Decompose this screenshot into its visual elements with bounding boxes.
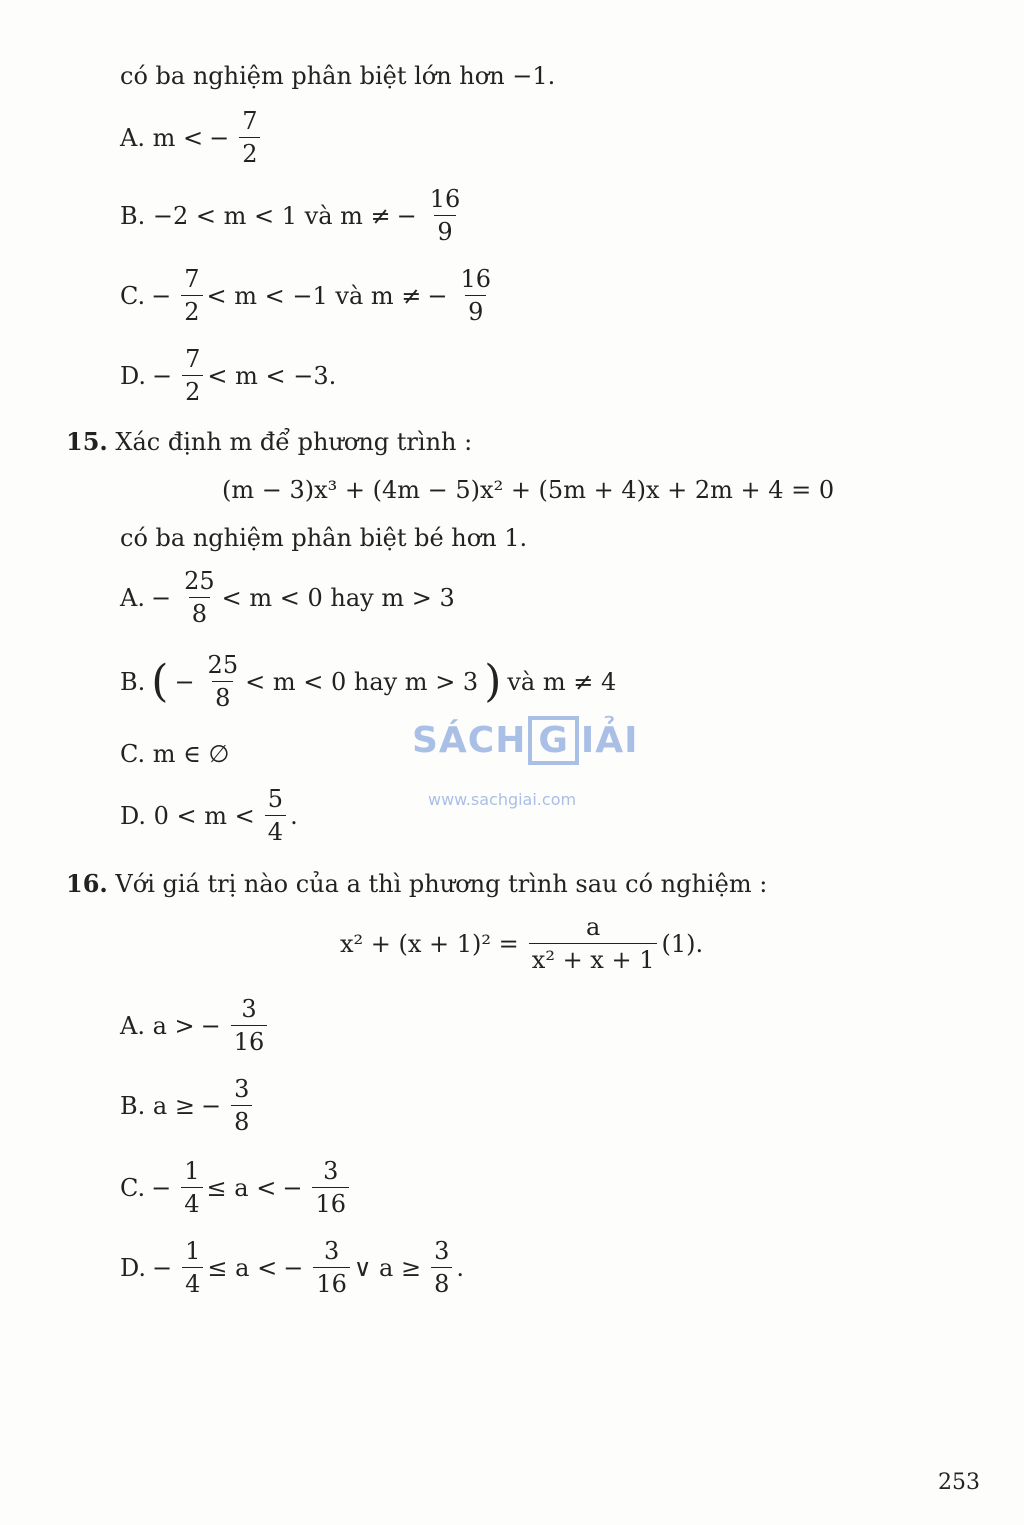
- numerator: 1: [184, 1157, 200, 1185]
- q15-equation: (m − 3)x³ + (4m − 5)x² + (5m + 4)x + 2m + 4 = 0: [222, 476, 835, 504]
- fraction: [312, 1158, 349, 1218]
- denominator: 8: [431, 1267, 452, 1297]
- option-label: C.: [120, 281, 146, 310]
- page-number: 253: [938, 1470, 980, 1495]
- numerator: 5: [267, 785, 284, 813]
- minus-sign: −: [427, 281, 448, 310]
- fraction: [427, 186, 464, 246]
- fraction: [458, 266, 495, 326]
- minus-sign: −: [151, 1173, 172, 1202]
- watermark-text-left: SÁCH: [412, 720, 527, 761]
- numerator: 3: [241, 995, 257, 1023]
- minus-sign: −: [200, 1011, 221, 1040]
- numerator: a: [585, 913, 601, 941]
- minus-sign: −: [209, 123, 230, 152]
- q16-prompt: [66, 869, 768, 898]
- q14-option-d: [120, 346, 342, 406]
- q16-option-c: [120, 1158, 353, 1218]
- inequality-text: < m < −3.: [207, 361, 337, 390]
- fraction: [265, 786, 286, 846]
- watermark-url: www.sachgiai.com: [428, 790, 577, 809]
- q15-option-c: C. m ∈ ∅: [120, 740, 230, 768]
- denominator: 16: [231, 1025, 268, 1055]
- option-label: B. −2 < m < 1 và m ≠: [120, 201, 391, 230]
- minus-sign: −: [200, 1091, 222, 1120]
- option-label: A. m <: [120, 123, 204, 152]
- q15-tail: có ba nghiệm phân biệt bé hơn 1.: [120, 524, 528, 552]
- q15-option-a: [120, 568, 461, 628]
- denominator: 4: [181, 1187, 202, 1217]
- denominator: 9: [434, 215, 455, 245]
- numerator: 16: [429, 185, 461, 213]
- option-label: C.: [120, 1173, 146, 1202]
- numerator: 7: [185, 345, 201, 373]
- numerator: 7: [184, 265, 200, 293]
- question-number: 16.: [66, 869, 108, 898]
- denominator: 8: [189, 597, 210, 627]
- denominator: 2: [239, 137, 260, 167]
- watermark-text-right: IẢI: [580, 720, 639, 761]
- minus-sign: −: [174, 667, 195, 696]
- numerator: 3: [323, 1237, 340, 1265]
- q14-option-c: [120, 266, 498, 326]
- numerator: 25: [184, 567, 215, 595]
- fraction: [231, 1076, 252, 1136]
- q14-option-b: [120, 186, 467, 246]
- condition-text: và m ≠ 4: [507, 667, 617, 696]
- equation-tag: (1).: [661, 929, 704, 958]
- inequality-text: ≤ a <: [207, 1253, 278, 1282]
- numerator: 1: [185, 1237, 201, 1265]
- denominator: 16: [313, 1267, 350, 1297]
- denominator: 2: [182, 375, 203, 405]
- q14-tail: có ba nghiệm phân biệt lớn hơn −1.: [120, 62, 556, 90]
- fraction: [181, 1158, 202, 1218]
- fraction: [181, 568, 218, 628]
- option-label: D.: [120, 1253, 147, 1282]
- q16-option-a: [120, 996, 271, 1056]
- minus-sign: −: [283, 1253, 304, 1282]
- fraction: [205, 652, 242, 712]
- watermark-box-letter: G: [528, 716, 579, 765]
- inequality-text: < m < 0 hay m > 3: [245, 667, 479, 696]
- fraction: [239, 108, 260, 168]
- fraction: [431, 1238, 452, 1298]
- left-paren: (: [151, 655, 169, 707]
- q16-equation: [340, 914, 709, 974]
- fraction: [529, 914, 658, 974]
- numerator: 3: [234, 1075, 250, 1103]
- inequality-text: ∨ a ≥: [353, 1253, 422, 1282]
- watermark-logo: [412, 716, 639, 765]
- minus-sign: −: [151, 281, 172, 310]
- numerator: 3: [434, 1237, 450, 1265]
- q15-option-b: [120, 652, 622, 712]
- denominator: 2: [181, 295, 202, 325]
- minus-sign: −: [152, 361, 173, 390]
- denominator: 4: [182, 1267, 203, 1297]
- right-paren: ): [484, 655, 502, 707]
- fraction: [313, 1238, 350, 1298]
- inequality-text: ≤ a <: [206, 1173, 277, 1202]
- denominator: 8: [212, 681, 233, 711]
- q15-option-d: [120, 786, 304, 846]
- option-label: B. a ≥: [120, 1091, 195, 1120]
- numerator: 7: [242, 107, 258, 135]
- inequality-text: < m < 0 hay m > 3: [221, 583, 455, 612]
- question-text: Xác định m để phương trình :: [115, 428, 473, 456]
- minus-sign: −: [152, 1253, 173, 1282]
- numerator: 25: [207, 651, 239, 679]
- minus-sign: −: [396, 201, 417, 230]
- fraction: [182, 1238, 203, 1298]
- option-label: D. 0 < m <: [120, 801, 255, 830]
- denominator: 4: [265, 815, 286, 845]
- numerator: 3: [323, 1157, 339, 1185]
- denominator: 8: [231, 1105, 252, 1135]
- fraction: [182, 346, 203, 406]
- option-label: D.: [120, 361, 147, 390]
- minus-sign: −: [282, 1173, 303, 1202]
- q16-option-d: [120, 1238, 470, 1298]
- denominator: 16: [312, 1187, 349, 1217]
- question-text: Với giá trị nào của a thì phương trình sau có nghiệm :: [115, 870, 768, 898]
- question-number: 15.: [66, 427, 108, 456]
- q15-prompt: [66, 427, 473, 456]
- fraction: [231, 996, 268, 1056]
- q14-option-a: [120, 108, 264, 168]
- numerator: 16: [460, 265, 492, 293]
- option-label: B.: [120, 667, 146, 696]
- denominator: x² + x + 1: [529, 943, 658, 973]
- equation-lhs: x² + (x + 1)² =: [340, 929, 519, 958]
- q16-option-b: [120, 1076, 256, 1136]
- period: .: [456, 1253, 465, 1282]
- inequality-text: < m < −1 và m ≠: [206, 281, 422, 310]
- minus-sign: −: [150, 583, 172, 612]
- period: .: [290, 801, 298, 830]
- option-label: A. a >: [120, 1011, 195, 1040]
- denominator: 9: [465, 295, 486, 325]
- fraction: [181, 266, 202, 326]
- option-label: A.: [120, 583, 145, 612]
